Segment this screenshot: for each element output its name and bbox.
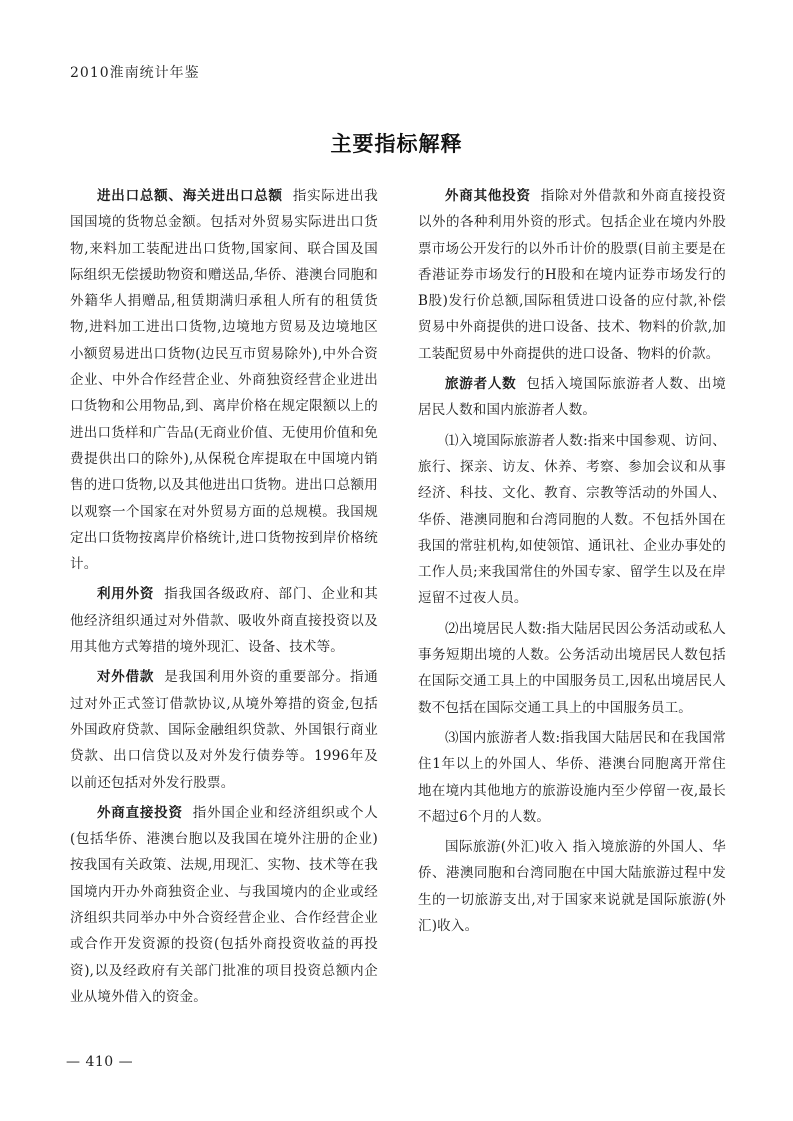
entry-term: 外商直接投资 — [97, 804, 183, 821]
running-head: 2010淮南统计年鉴 — [70, 65, 200, 81]
entry-text: 指外国企业和经济组织或个人(包括华侨、港澳台胞以及我国在境外注册的企业)按我国有关政策、法规,用现汇、实物、技术等在我国境内开办外商独资企业、与我国境内的企业或经济组织共同举办中外合资经营企业、合作经营企业或合作开发资源的投资(包括外商投资收益的再投资),以及经政府有关部门批准的项目投资总额内企业从境外借入的资金。 — [70, 804, 378, 1005]
entry-text: ⑶国内旅游者人数:指我国大陆居民和在我国常住1年以上的外国人、华侨、港澳台同胞离开常住地在境内其他地方的旅游设施内至少停留一夜,最长不超过6个月的人数。 — [418, 729, 726, 825]
entry-paragraph — [418, 371, 726, 424]
entry-paragraph — [418, 616, 726, 721]
entry-text: 是我国利用外资的重要部分。指通过对外正式签订借款协议,从境外筹措的资金,包括外国政府贷款、国际金融组织贷款、外国银行商业贷款、出口信贷以及对外发行债券等。1996年及以前还包括对外发行股票。 — [70, 669, 378, 791]
entry-text: 指我国各级政府、部门、企业和其他经济组织通过对外借款、吸收外商直接投资以及用其他方式筹措的境外现汇、设备、技术等。 — [70, 586, 378, 656]
entry-paragraph — [70, 664, 378, 795]
entry-paragraph — [70, 183, 378, 577]
page-number: — 410 — — [66, 1054, 134, 1070]
entry-paragraph — [418, 834, 726, 939]
entry-paragraph — [70, 800, 378, 1010]
entry-paragraph — [418, 183, 726, 367]
entry-term: 对外借款 — [97, 669, 155, 686]
left-column — [70, 183, 378, 1014]
entry-paragraph — [418, 725, 726, 830]
entry-term: 利用外资 — [97, 586, 155, 603]
entry-term: 进出口总额、海关进出口总额 — [97, 188, 283, 204]
entry-term: 外商其他投资 — [445, 188, 531, 204]
entry-text: 指除对外借款和外商直接投资以外的各种利用外资的形式。包括企业在境内外股票市场公开发行的以外币计价的股票(目前主要是在香港证券市场发行的H股和在境内证券市场发行的B股)发行价总额,国际租赁进口设备的应付款,补偿贸易中外商提供的进口设备、技术、物料的价款,加工装配贸易中外商提供的进口设备、物料的价款。 — [418, 188, 726, 362]
entry-paragraph — [70, 581, 378, 660]
entry-text: 国际旅游(外汇)收入 指入境旅游的外国人、华侨、港澳同胞和台湾同胞在中国大陆旅游过程中发生的一切旅游支出,对于国家来说就是国际旅游(外汇)收入。 — [418, 839, 726, 935]
entry-text: ⑵出境居民人数:指大陆居民因公务活动或私人事务短期出境的人数。公务活动出境居民人数包括在国际交通工具上的中国服务员工,因私出境居民人数不包括在国际交通工具上的中国服务员工。 — [418, 620, 726, 716]
entry-text: 指实际进出我国国境的货物总金额。包括对外贸易实际进出口货物,来料加工装配进出口货物,国家间、联合国及国际组织无偿援助物资和赠送品,华侨、港澳台同胞和外籍华人捐赠品,租赁期满归承租人所有的租赁货物,进料加工进出口货物,边境地方贸易及边境地区小额贸易进出口货物(边民互市贸易除外),中外合资企业、中外合作经营企业、外商独资经营企业进出口货物和公用物品,到、离岸价格在规定限额以上的进出口货样和广告品(无商业价值、无使用价值和免费提供出口的除外),从保税仓库提取在中国境内销售的进口货物,以及其他进出口货物。进出口总额用以观察一个国家在对外贸易方面的总规模。我国规定出口货物按离岸价格统计,进口货物按到岸价格统计。 — [70, 188, 378, 573]
right-column — [418, 183, 726, 943]
entry-paragraph — [418, 428, 726, 612]
entry-text: 包括入境国际旅游者人数、出境居民人数和国内旅游者人数。 — [418, 376, 726, 419]
entry-term: 旅游者人数 — [445, 376, 517, 393]
entry-text: ⑴入境国际旅游者人数:指来中国参观、访问、旅行、探亲、访友、休养、考察、参加会议和从事经济、科技、文化、教育、宗教等活动的外国人、华侨、港澳同胞和台湾同胞的人数。不包括外国在我国的常驻机构,如使领馆、通讯社、企业办事处的工作人员;来我国常住的外国专家、留学生以及在岸逗留不过夜人员。 — [418, 432, 726, 607]
page-title: 主要指标解释 — [330, 132, 463, 156]
